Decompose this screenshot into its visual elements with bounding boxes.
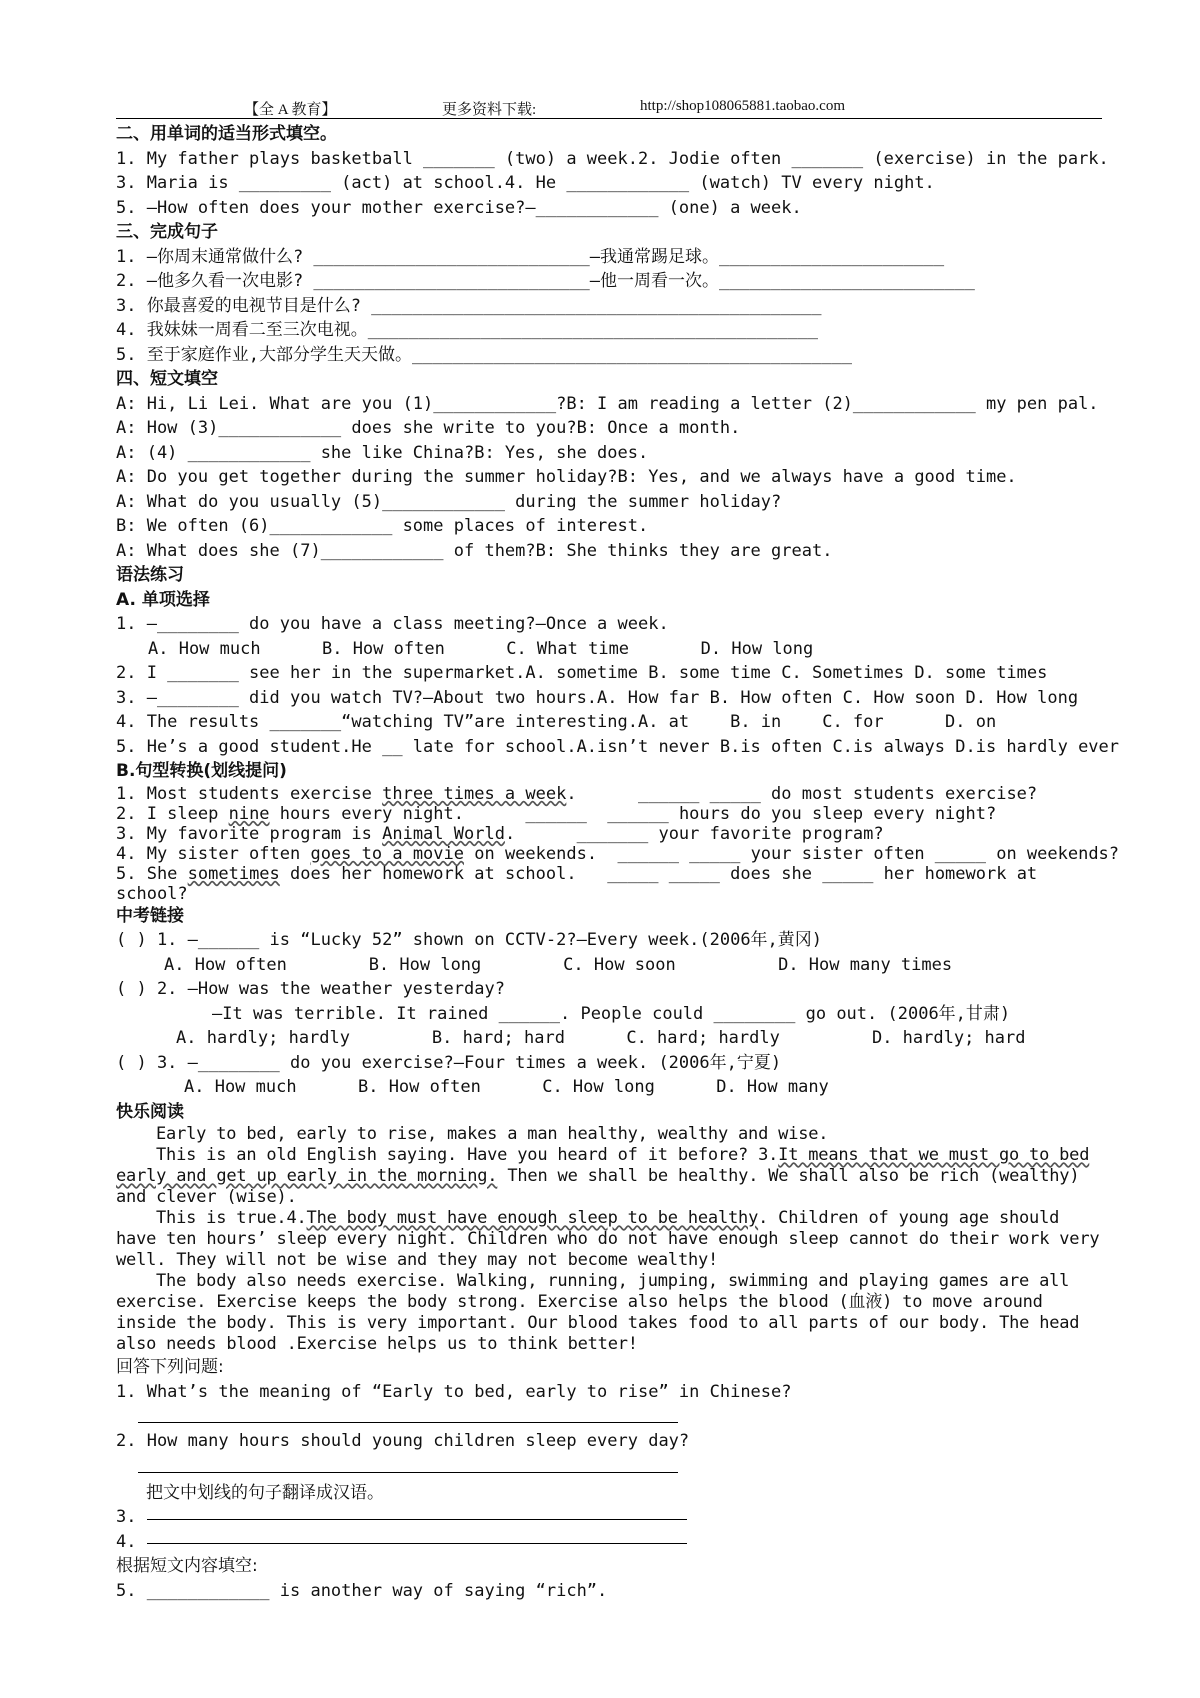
- grammar-title: 语法练习: [116, 565, 184, 585]
- header-url[interactable]: http://shop108065881.taobao.com: [640, 98, 845, 114]
- reading-underlined-3: It means that we must go to bed early and get up early in the morning.: [116, 1145, 1090, 1186]
- page-header: [116, 96, 1102, 119]
- gb-underlined-1: three times a week: [382, 783, 567, 804]
- gb-underlined-4: goes to a movie: [310, 843, 464, 864]
- grammar-a-title: A. 单项选择: [116, 589, 210, 610]
- zk-q3-options: A. How much B. How often C. How long D. How many: [184, 1077, 829, 1097]
- gb-underlined-3: Animal World: [382, 823, 505, 844]
- s2-line-3: 5. —How often does your mother exercise?—____________ (one) a week.: [116, 197, 802, 218]
- gb-line-4: 4. My sister often goes to a movie on weekends. ______ _____ your sister often _____ on weekends?: [116, 843, 1120, 864]
- s4-line-3: A: (4) ____________ she like China?B: Yes, she does.: [116, 442, 649, 463]
- ga-line-4: 4. The results _______“watching TV”are interesting.A. at B. in C. for D. on: [116, 712, 997, 732]
- ga-line-1: 1. —________ do you have a class meeting?—Once a week.: [116, 614, 669, 634]
- reading-para-2: This is an old English saying. Have you heard of it before? 3.It means that we must go to bed early and get up early in the morning. Then we shall be healthy. We shall also be rich (wealthy) and clever (wise).: [116, 1145, 1090, 1207]
- s3-line-5: 5. 至于家庭作业,大部分学生天天做。___________________________________________: [116, 344, 853, 365]
- question-1: 1. What’s the meaning of “Early to bed, early to rise” in Chinese?: [116, 1381, 792, 1402]
- s4-line-1: A: Hi, Li Lei. What are you (1)____________?B: I am reading a letter (2)____________ my pen pal.: [116, 393, 1099, 414]
- reading-para-3: This is true.4.The body must have enough sleep to be healthy. Children of young age should have ten hours’ sleep every night. Children who do not have enough sleep cannot do their work very well. They will not be wise and they may not become wealthy!: [116, 1208, 1100, 1270]
- header-download-label: 更多资料下载:: [442, 102, 537, 118]
- reading-title: 快乐阅读: [116, 1101, 184, 1122]
- translate-4: 4.: [116, 1530, 1106, 1555]
- gb-underlined-5: sometimes: [187, 863, 280, 884]
- questions-title: 回答下列问题:: [116, 1357, 224, 1377]
- section-2-title: 二、用单词的适当形式填空。: [116, 124, 337, 144]
- s4-line-7: A: What does she (7)____________ of them?B: She thinks they are great.: [116, 540, 833, 561]
- gb-underlined-2: nine: [228, 803, 270, 824]
- reading-para-1: Early to bed, early to rise, makes a man healthy, wealthy and wise.: [156, 1124, 829, 1144]
- s3-line-2: 2. —他多久看一次电影? ___________________________—他一周看一次。_________________________: [116, 271, 975, 291]
- zk-q2-cont: —It was terrible. It rained ______. People could ________ go out. (2006年,甘肃): [212, 1003, 1011, 1024]
- ga-line-3: 3. —________ did you watch TV?—About two hours.A. How far B. How often C. How soon D. How long: [116, 687, 1079, 708]
- s2-line-1: 1. My father plays basketball _______ (two) a week.2. Jodie often _______ (exercise) in the park.: [116, 148, 1109, 169]
- gb-line-3: 3. My favorite program is Animal World. _______ your favorite program?: [116, 823, 884, 844]
- section-4-title: 四、短文填空: [116, 369, 218, 389]
- gb-line-1: 1. Most students exercise three times a week. ______ _____ do most students exercise?: [116, 783, 1038, 804]
- zk-q2: ( ) 2. —How was the weather yesterday?: [116, 979, 505, 999]
- zk-q1-options: A. How often B. How long C. How soon D. How many times: [164, 954, 953, 975]
- reading-para-4: The body also needs exercise. Walking, running, jumping, swimming and playing games are all exercise. Exercise keeps the body strong. Exercise also helps the blood (血液) to move around inside the body. This is very important. Our blood takes food to all parts of our body. The head also needs blood .Exercise helps us to think better!: [116, 1271, 1080, 1354]
- translate-title: 把文中划线的句子翻译成汉语。: [146, 1482, 384, 1503]
- answer-line-1[interactable]: [138, 1404, 678, 1423]
- answer-line-3[interactable]: [147, 1515, 687, 1520]
- gb-line-5-tail: school?: [116, 883, 188, 904]
- s4-line-4: A: Do you get together during the summer holiday?B: Yes, and we always have a good time.: [116, 467, 1017, 487]
- ga-line-5: 5. He’s a good student.He __ late for school.A.isn’t never B.is often C.is always D.is hardly ever: [116, 736, 1120, 757]
- ga-options-1: A. How much B. How often C. What time D. How long: [148, 638, 814, 659]
- worksheet-content: [116, 122, 1120, 1603]
- fill-5: 5. ____________ is another way of saying “rich”.: [116, 1580, 608, 1601]
- answer-line-2[interactable]: [138, 1454, 678, 1473]
- ga-line-2: 2. I _______ see her in the supermarket.A. sometime B. some time C. Sometimes D. some times: [116, 663, 1048, 683]
- question-2: 2. How many hours should young children sleep every day?: [116, 1431, 690, 1451]
- s2-line-2: 3. Maria is _________ (act) at school.4. He ____________ (watch) TV every night.: [116, 173, 935, 193]
- gb-line-2: 2. I sleep nine hours every night. ______ ______ hours do you sleep every night?: [116, 803, 997, 824]
- grammar-b-title: B.句型转换(划线提问): [116, 761, 287, 781]
- zhongkao-title: 中考链接: [116, 905, 184, 926]
- s3-line-1: 1. —你周末通常做什么? ___________________________—我通常踢足球。______________________: [116, 246, 945, 267]
- translate-3: 3.: [116, 1505, 1106, 1530]
- answer-line-4[interactable]: [147, 1539, 687, 1544]
- s4-line-2: A: How (3)____________ does she write to you?B: Once a month.: [116, 418, 741, 438]
- reading-underlined-4: The body must have enough sleep to be healthy: [306, 1208, 759, 1228]
- fill-title: 根据短文内容填空:: [116, 1556, 258, 1576]
- zk-q3: ( ) 3. —________ do you exercise?—Four times a week. (2006年,宁夏): [116, 1052, 782, 1073]
- zk-q2-options: A. hardly; hardly B. hard; hard C. hard; hardly D. hardly; hard: [176, 1028, 1026, 1048]
- s3-line-3: 3. 你最喜爱的电视节目是什么? ____________________________________________: [116, 295, 822, 316]
- section-3-title: 三、完成句子: [116, 222, 218, 242]
- header-brand: 【全 A 教育】: [244, 102, 337, 118]
- s4-line-6: B: We often (6)____________ some places of interest.: [116, 516, 649, 536]
- s4-line-5: A: What do you usually (5)____________ during the summer holiday?: [116, 491, 782, 512]
- gb-line-5: 5. She sometimes does her homework at school. _____ _____ does she _____ her homework at: [116, 863, 1038, 884]
- s3-line-4: 4. 我妹妹一周看二至三次电视。____________________________________________: [116, 320, 819, 340]
- zk-q1: ( ) 1. —______ is “Lucky 52” shown on CCTV-2?—Every week.(2006年,黄冈): [116, 930, 823, 950]
